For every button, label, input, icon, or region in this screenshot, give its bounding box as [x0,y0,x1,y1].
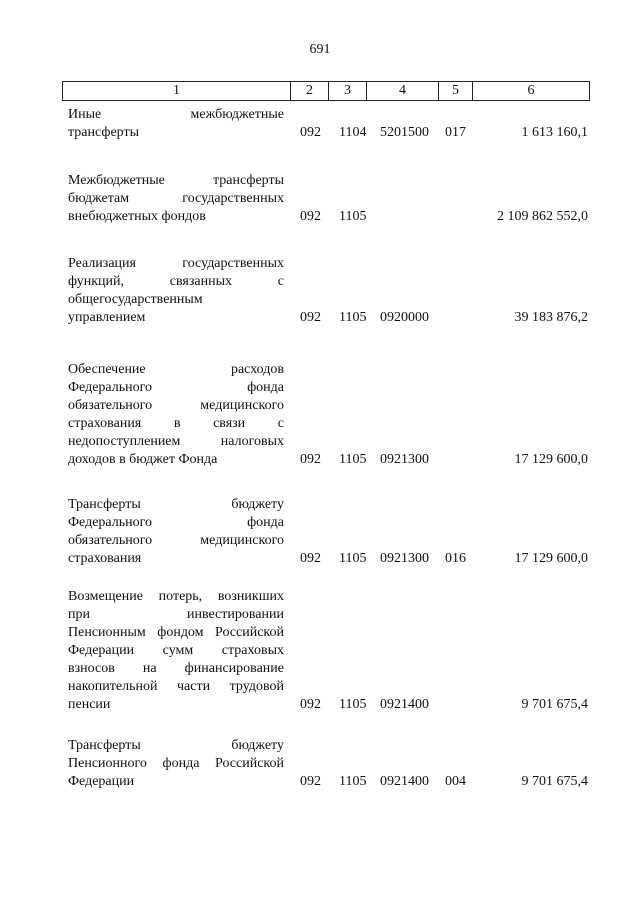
row-name-line: Федерации [68,774,135,789]
row-name-line: функций, связанных с [68,274,284,289]
row-c3: 1105 [339,551,367,566]
row-name-line: Трансферты бюджету [68,497,284,512]
row-name-line: Пенсионного фонда Российской [68,756,284,771]
header-col-2: 2 [291,82,329,100]
row-name-line: Пенсионным фондом Российской [68,625,284,640]
row-name-line: пенсии [68,697,111,712]
row-c6: 39 183 876,2 [514,310,588,325]
row-c2: 092 [300,697,321,712]
row-c6: 9 701 675,4 [521,774,588,789]
row-name [68,588,284,714]
row-c4: 5201500 [380,125,429,140]
row-name-line: Федерального фонда [68,380,284,395]
row-name-line: внебюджетных фондов [68,209,206,224]
row-name-line: обязательного медицинского [68,398,284,413]
row-c4: 0921400 [380,697,429,712]
row-c4: 0921400 [380,774,429,789]
row-c3: 1105 [339,310,367,325]
row-c5: 016 [445,551,466,566]
row-name-line: трансферты [68,125,140,140]
row-name-line: страхования в связи с [68,416,284,431]
row-name-line: Обеспечение расходов [68,362,284,377]
row-name [68,496,284,568]
row-c2: 092 [300,209,321,224]
row-c3: 1105 [339,452,367,467]
row-c6: 9 701 675,4 [521,697,588,712]
row-c3: 1105 [339,774,367,789]
row-name-line: Федерации сумм страховых [68,643,284,658]
row-c6: 2 109 862 552,0 [497,209,588,224]
row-name-line: недопоступлением налоговых [68,434,284,449]
row-c4: 0921300 [380,452,429,467]
row-c6: 17 129 600,0 [514,452,588,467]
header-col-5: 5 [439,82,473,100]
row-name [68,255,284,327]
row-name-line: взносов на финансирование [68,661,284,676]
header-col-6: 6 [527,83,535,98]
row-name [68,361,284,469]
header-col-4: 4 [367,82,439,100]
row-name-line: Возмещение потерь, возникших [68,589,284,604]
row-name-line: Межбюджетные трансферты [68,173,284,188]
row-c2: 092 [300,125,321,140]
row-c6: 17 129 600,0 [514,551,588,566]
row-c6: 1 613 160,1 [521,125,588,140]
row-name-line: при инвестировании [68,607,284,622]
row-name [68,106,284,142]
row-c3: 1105 [339,697,367,712]
row-name-line: накопительной части трудовой [68,679,284,694]
row-c2: 092 [300,310,321,325]
row-c5: 017 [445,125,466,140]
row-name-line: Федерального фонда [68,515,284,530]
row-name-line: Реализация государственных [68,256,284,271]
page-number: 691 [309,42,331,57]
row-c4: 0921300 [380,551,429,566]
row-c2: 092 [300,452,321,467]
row-name-line: бюджетам государственных [68,191,284,206]
row-name-line: доходов в бюджет Фонда [68,452,218,467]
row-name-line: страхования [68,551,142,566]
header-col-3: 3 [329,82,367,100]
table-header [62,81,590,101]
row-name-line: управлением [68,310,146,325]
row-name-line: Трансферты бюджету [68,738,284,753]
row-name-line: обязательного медицинского [68,533,284,548]
row-name-line: общегосударственным [68,292,203,307]
header-col-1: 1 [63,82,291,100]
row-c3: 1105 [339,209,367,224]
row-c4: 0920000 [380,310,429,325]
row-c2: 092 [300,774,321,789]
row-name [68,737,284,791]
row-c5: 004 [445,774,466,789]
row-name-line: Иные межбюджетные [68,107,284,122]
row-c3: 1104 [339,125,367,140]
row-c2: 092 [300,551,321,566]
row-name [68,172,284,226]
